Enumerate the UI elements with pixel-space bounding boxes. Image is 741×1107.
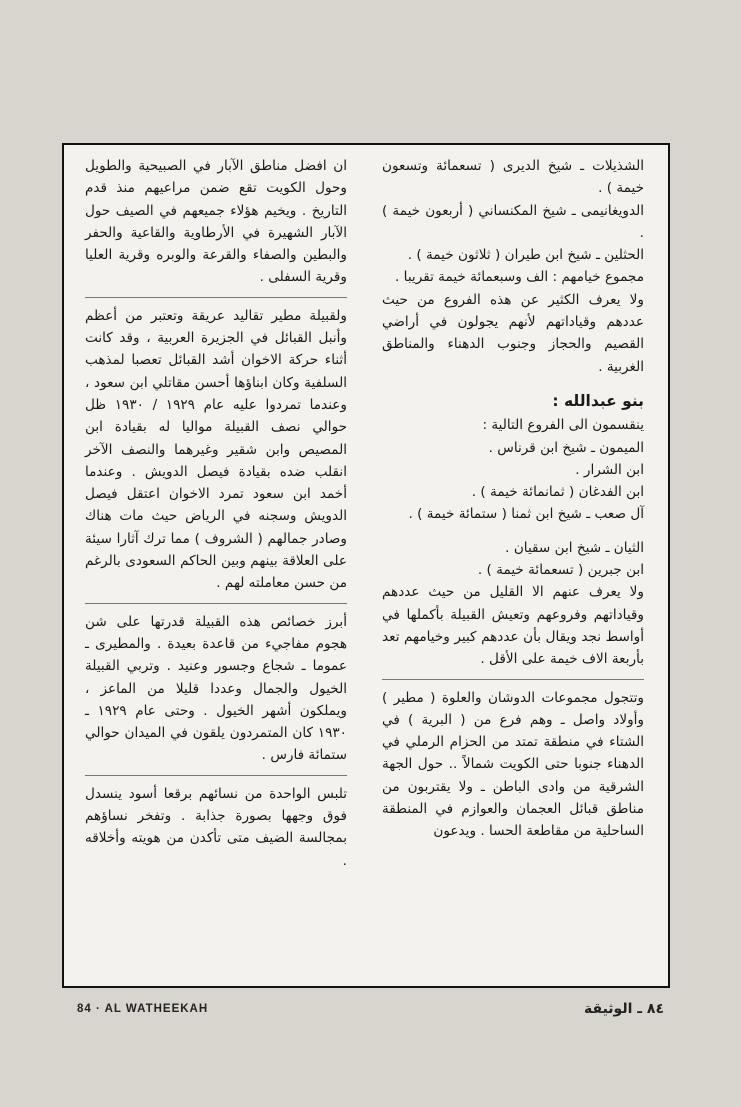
- paragraph: الحثلين ـ شيخ ابن طيران ( ثلاثون خيمة ) .: [407, 247, 644, 264]
- divider: [382, 679, 644, 680]
- paragraph: مجموع خيامهم : الف وسبعمائة خيمة تقريبا .: [395, 269, 644, 286]
- paragraph: الدويغانيمى ـ شيخ المكنساني ( أربعون خيمة ) .: [382, 202, 644, 241]
- paragraph: ان افضل مناطق الآبار في الصبيحية والطويل وحول الكويت تقع ضمن مراعيهم منذ قدم التاريخ . ويخيم هؤلاء جميعهم في الصيف حول الآبار الشهيرة في الأرطاوية والقاعية والحفر والبطين والصفاء والقرعة والوبره وقرية العليا وقرية السفلى .: [85, 158, 347, 286]
- left-column: [85, 155, 347, 872]
- footer-arabic: ٨٤ ـ الوثيقة: [584, 1001, 664, 1017]
- section-heading: بنو عبدالله :: [552, 391, 644, 410]
- right-column: [382, 155, 644, 843]
- paragraph: آل صعب ـ شيخ ابن ثمنا ( ستمائة خيمة ) .: [408, 506, 644, 523]
- paragraph: ولقبيلة مطير تقاليد عريقة وتعتبر من أعظم وأنبل القبائل في الجزيرة العربية ، وقد كانت أثناء حركة الاخوان أشد القبائل تعصبا لمذهب السلفية وكان ابناؤها أحسن مقاتلي ابن سعود ، وعندما تمردوا عليه عام ١٩٢٩ / ١٩٣٠ ظل حوالي نصف القبيلة مواليا له بقيادة ابن المصيص وابن شقير وغيرهما والنصف الآخر انقلب ضده بقيادة فيصل الدويش . وعندما أخمد ابن سعود تمرد الاخوان اعتقل فيصل الدويش وسجنه في الرياض حيث مات هناك وصادر جمالهم ( الشروف ) مما ترك آثارا سيئة على العلاقة بينهم وبين الحاكم السعودى بالرغم من حسن معاملته لهم .: [85, 307, 347, 592]
- paragraph: ابن الشرار .: [575, 461, 644, 478]
- divider: [85, 775, 347, 776]
- page-footer: [0, 1003, 741, 1025]
- article-frame: [62, 143, 670, 988]
- paragraph: ابن جبرين ( تسعمائة خيمة ) .: [477, 562, 644, 579]
- spacer: [382, 526, 644, 537]
- paragraph: ينقسمون الى الفروع التالية :: [482, 417, 644, 434]
- divider: [85, 297, 347, 298]
- paragraph: تلبس الواحدة من نسائهم برقعا أسود ينسدل فوق وجهها بصورة جذابة . وتفخر نساؤهم بمجالسة الضيف متى تأكدن من هويته وأخلاقه .: [85, 785, 347, 869]
- paragraph: الشذيلات ـ شيخ الديرى ( تسعمائة وتسعون خيمة ) .: [382, 158, 644, 197]
- paragraph: الثيان ـ شيخ ابن سقيان .: [505, 539, 644, 556]
- paragraph: الميمون ـ شيخ ابن قرناس .: [488, 439, 644, 456]
- paragraph: ابن الفدغان ( ثمانمائة خيمة ) .: [471, 484, 644, 501]
- paragraph: أبرز خصائص هذه القبيلة قدرتها على شن هجوم مفاجيء من قاعدة بعيدة . والمطيرى ـ عموما ـ شجاع وجسور وعنيد . وتربي القبيلة الخيول والجمال وعددا قليلا من الماعز ، ويملكون أشهر الخيول . وحتى عام ١٩٢٩ ـ ١٩٣٠ كان المتمردون يلقون في الميدان حوالي ستمائة فارس .: [85, 613, 347, 764]
- paragraph: وتتجول مجموعات الدوشان والعلوة ( مطير ) وأولاد واصل ـ وهم فرع من ( البرية ) في الشتاء في منطقة تمتد من الحزام الرملي في الدهناء جنوبا حتى الكويت شمالاً .. حول الجهة الشرقية من وادى الباطن ـ ولا يقتربون من مناطق قبائل العجمان والعوازم في المنطقة الساحلية من مقاطعة الحسا . ويدعون: [382, 689, 644, 840]
- footer-english: 84 · AL WATHEEKAH: [77, 1003, 209, 1015]
- paragraph: ولا يعرف الكثير عن هذه الفروع من حيث عددهم وقياداتهم لأنهم يجولون في أراضي القصيم والحجاز وجنوب الدهناء والمناطق الغربية .: [382, 291, 644, 375]
- paragraph: ولا يعرف عنهم الا القليل من حيث عددهم وقياداتهم وفروعهم وتعيش القبيلة بأكملها في أواسط نجد ويقال بأن عددهم كبير وخيامهم تعد بأربعة الاف خيمة على الأقل .: [382, 584, 644, 668]
- divider: [85, 603, 347, 604]
